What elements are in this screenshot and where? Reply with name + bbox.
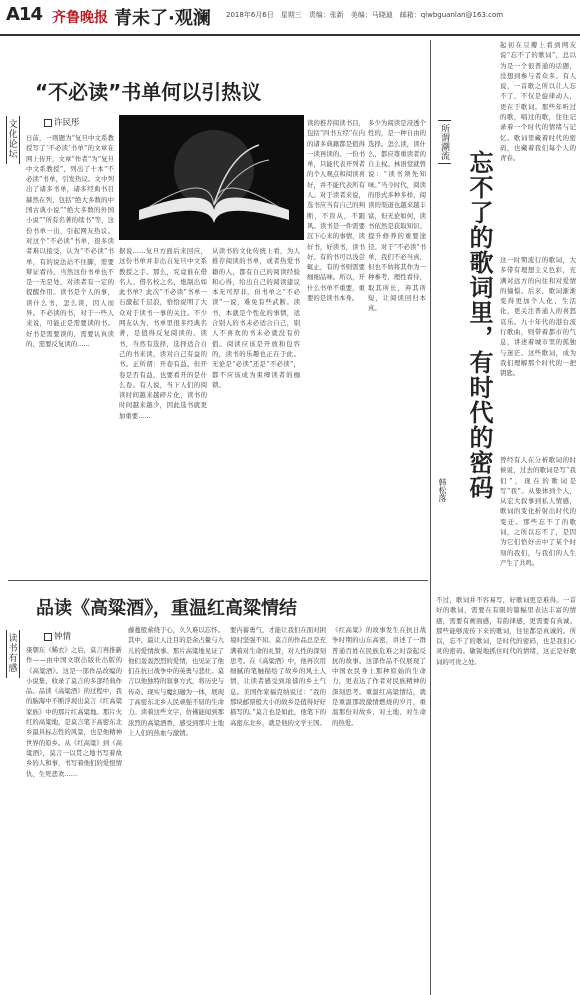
square-icon — [44, 633, 52, 641]
article1-author-name: 许民彤 — [54, 118, 80, 128]
article2-column-3: 要内蓄勇气，才能让我们在面对困境时坚强不屈。莫言的作品总是充满着对生命的礼赞，对人性的深刻思考。在《高粱酒》中，他再次用细腻的笔触描绘了故乡的风土人情，让读者感受到浓郁的乡土气息。美国作家福克纳说过：“我的那块邮票般大小的故乡是值得好好描写的。”莫言也是如此，他笔下的高密东北乡，就是他的文学王国。 — [230, 626, 326, 727]
article-divider — [8, 580, 428, 581]
article2-column-4: 《红高粱》的故事发生在抗日战争时期的山东高密，讲述了一群普通百姓在民族危难之时奋起反抗的故事。这部作品不仅展现了中国农民身上那种原始的生命力，更表达了作者对民族精神的深刻思考。重温红高粱情结，就是重温那段激情燃烧的岁月，重温那份对故乡、对土地、对生命的热爱。 — [332, 626, 426, 727]
article2-title: 品读《高粱酒》，重温红高粱情结 — [36, 598, 297, 619]
article2-tag: 读书有感 — [6, 630, 20, 678]
article3-column-4: 不过，歌词并不容易写，好歌词更是难得。一首好的歌词，需要在有限的篇幅里表达丰富的情感，需要有画面感，有韵律感，更需要有真诚。那些能够流传下来的歌词，往往都是真诚的。所以，忘不了的歌词，是时代的密码，也是我们心灵的密码。敏锐地抓住时代的情绪，这正是好歌词的可贵之处。 — [436, 596, 576, 666]
article3-column-3: 曾经有人在分析歌词的时候说，过去的歌词是写“我们”，现在的歌词是写“我”。从集体到个人，从宏大叙事到私人情感，歌词的变化折射出时代的变迁。那些忘不了的歌词，之所以忘不了，是因为它们恰好击中了某个时刻的我们，与我们的人生产生了共鸣。 — [500, 456, 576, 567]
open-book-icon — [119, 115, 304, 240]
article2-column-1: 康朝东《稀衣》之后，莫言再推新作——由中国文联出版社出版的《高粱酒》。这是一部作品改编的小说集，收录了莫言的多部经典作品。品读《高粱酒》的过程中，我的脑海中不断浮现出莫言《红高粱家族》中的那片红高粱地。那片火红的高粱地，是莫言笔下高密东北乡最具标志性的风景，也是他精神世界的原乡。从《红高粱》到《高粱酒》，莫言一以贯之地书写着故乡的人和事，书写着他们的爱恨情仇、生死悲欢…… — [26, 646, 122, 778]
article3-author: 韩松落 — [438, 478, 447, 502]
article1-column-3: 从读书的文化传统上看，为人推荐阅读的书单，或者热爱书籍的人，都有自己的阅读经验和心得，给出自己的阅读建议本无可厚非。但书单之“不必读”一说，难免有些武断。读书，本就是个性化的事情，适合别人的书未必适合自己，别人不喜欢的书未必就没有价值。阅读应该是开放和包容的，读书的乐趣也正在于此。无论是“必读”还是“不必读”，都不应该成为束缚读者的枷锁。 — [212, 247, 300, 389]
page-header — [0, 0, 580, 36]
article2-author — [44, 630, 71, 642]
article3-title: 忘不了的歌词里，有时代的密码 — [465, 150, 493, 500]
article2-column-2: 藤蔓般萦绕于心，久久难以忘怀。其中，最让人注目的是余占鳌与九儿的爱情故事。那片高粱地见证了他们轰轰烈烈的爱情，也见证了他们在抗日战争中的英勇与悲壮。莫言以他独特的叙事方式，将历史与传奇、现实与魔幻融为一体，展现了高密东北乡人民顽强不屈的生命力。读着这些文字，仿佛能闻到那浓烈的高粱酒香，感受到那片土地上人们的热血与激情。 — [128, 626, 224, 737]
article2-author-name: 钟情 — [54, 632, 72, 642]
article1-tag: 文化论坛 — [6, 116, 20, 164]
article3-column-1: 起初在豆瓣上看到网友说“忘不了的歌词”，总以为是一个很普通的话题，没想到参与者众多。有人说，一首歌之所以让人忘不了，不仅是旋律动人，更在于歌词。那些年听过的歌，唱过的歌，往往记录着一个时代的情绪与记忆。歌词里藏着时代的密码，也藏着我们每个人的青春。 — [500, 41, 576, 163]
article1-author — [44, 116, 80, 128]
article1-column-4: 读的推荐阅读书目，包括“四书五经”在内的诸多典籍都是值得一读再读的。一份书单，只能代表开列者的个人观点和阅读喜好，并不能代表所有人。对于读者来说，选书应当有自己的判断，不盲从，不跟风。读书是一件需要沉下心来的事情，读好书，好读书，读书好。有的书可以浅尝辄止，有的书则需要细细品味。所以，开什么书单不重要，重要的是读书本身。 — [307, 119, 365, 303]
section-title: 青未了·观澜 — [114, 8, 211, 29]
article3-column-2: 这一时期流行的歌词，大多带有理想主义色彩，充满对远方的向往和对爱情的憧憬。后来，歌词渐渐变得更加个人化、生活化，更关注普通人的喜怒哀乐。九十年代的港台流行歌曲，则带着都市的气息，讲述着城市里的孤独与迷茫。这些歌词，成为我们理解那个时代的一把钥匙。 — [500, 256, 576, 378]
article1-column-5: 多少为阅读是浸透个性的，是一种自由的选择。怎么读，读什么，都应尊重读者的自主权。林语堂就曾说：“读书须先知味。”当今时代，阅读的形式多种多样，阅读的渠道也越来越丰富，但无论如何，读书依然是获取知识、提升修养的重要途径。对于“不必读”书单，我们不必当真，但也不妨将其作为一种参考，理性看待，取其所长，弃其所短，让阅读回归本真。 — [368, 119, 426, 313]
square-icon — [44, 119, 52, 127]
newspaper-logo: 齐鲁晚报 — [52, 10, 108, 26]
article3-tag: 所谓潮流 — [438, 120, 451, 164]
article1-column-1: 日前，一则题为“复旦中文系教授写了‘不必读’书单”的文章在网上传开，文章“作者”为“复旦中文系教授”，列出了十本“不必读”书单，引发热议。文中列出了诸多书单，诸多经典书目赫然在列，包括“绝大多数的中国古典小说”“绝大多数的外国小说”“所有名著的续书”等，这份书单一出，引起网友热议。对这个“不必读”书单，很多读者难以接受，认为“不必读”书单，有的说法站不住脚，需要辩证看待。当然这份书单也不是一无是处，对读者有一定的提醒作用。读书是个人的事，读什么书，怎么读，因人而异。不必读的书，对于一些人来说，可能正是需要读的书。好书是需要读的，需要认真读的，需要反复读的…… — [26, 134, 114, 348]
article1-column-2: 据说……复旦方面后来回应，这份书单并非出自复旦中文系教授之手。那么，究竟谁在借名人、借名校之名，炮制出如此书单？此次“不必读”书单一石激起千层浪，恰恰说明了大众对于读书一事的关注。不少网友认为，书单里很多经典名著，是值得反复阅读的。读书，当然有选择，选择适合自己的书来读，读对自己有益的书。正所谓：开卷有益。但开卷是否有益，也要看开的是什么卷。有人说，当下人们的阅读时间越来越碎片化，读书的时间越来越少，因此选书就更加重要…… — [119, 247, 207, 420]
page-number: A14 — [6, 4, 42, 25]
article1-title: “不必读”书单何以引热议 — [35, 80, 262, 104]
open-book-image — [119, 115, 304, 240]
header-meta: 2018年6月6日 星期三 责编：张新 美编：马晓迪 邮箱：qlwbguanlan@163.com — [226, 11, 504, 19]
column-divider — [430, 40, 431, 995]
